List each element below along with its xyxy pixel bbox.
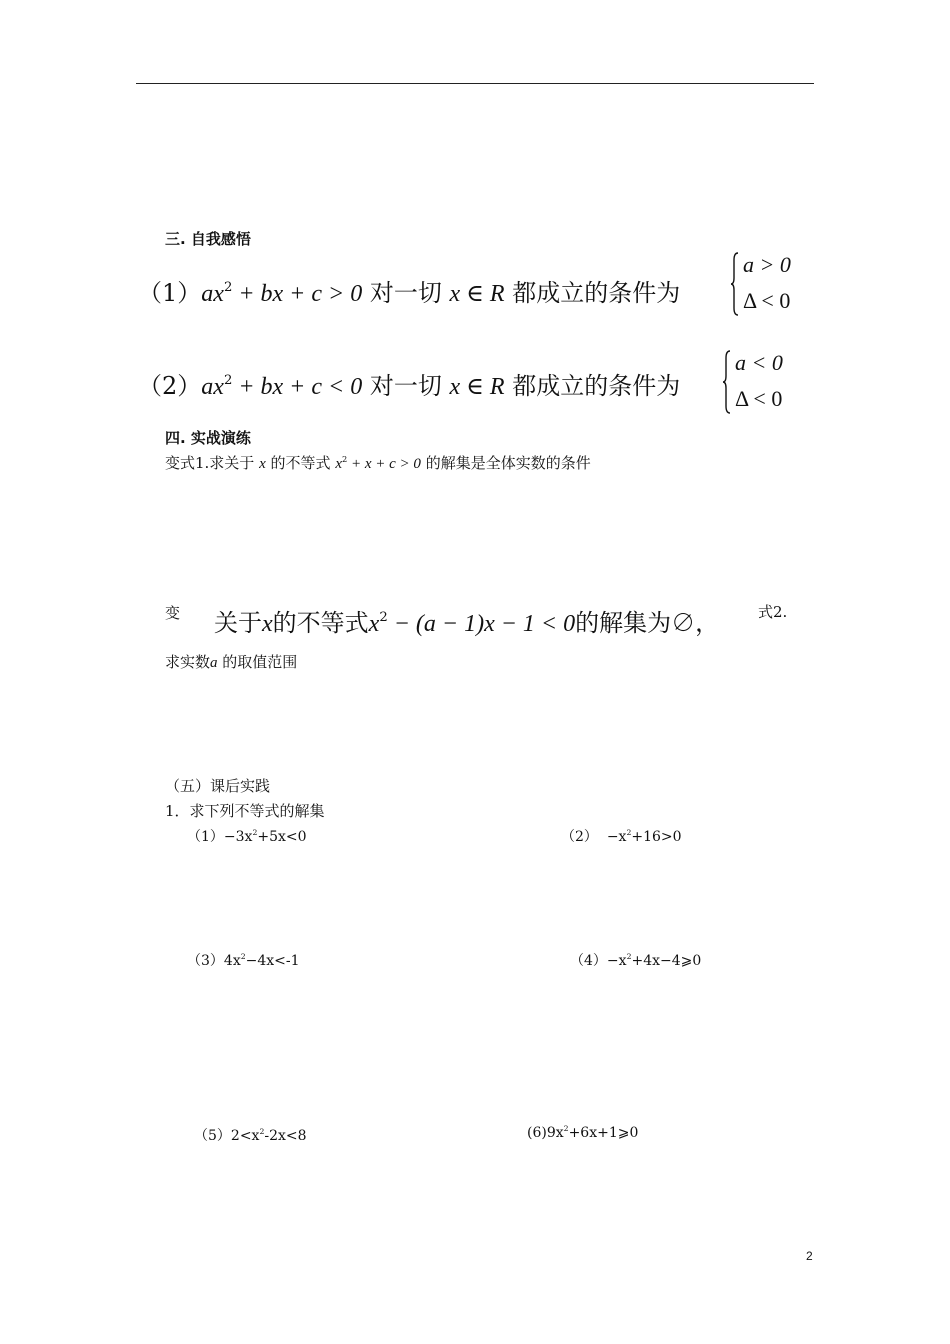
problem-3 [187,950,300,970]
problem-exponent: 2 [252,828,258,838]
variant2-expr: − (a − 1)x − 1 < 0 [387,611,576,637]
problem-4 [570,950,701,970]
item1-cond1: a > 0 [743,252,791,277]
variant2-main [214,603,719,638]
variant2-main-b: 的不等式 [272,609,369,637]
problem-label: (6) [527,1125,547,1141]
item2-tail: 都成立的条件为 [504,372,681,400]
variant1-mid: 的不等式 [265,454,336,472]
variant2-left-label: 变 [165,604,181,622]
problem-label: （4） [570,953,607,969]
problem-exponent: 2 [240,952,246,962]
item1-exponent: 2 [223,280,233,296]
variant2-exponent: 2 [379,610,388,626]
item1-expr-a: ax [201,281,224,307]
variant2-main-c: 的解集为∅， [575,609,720,637]
problem-expr-b: +4x−4⩾0 [631,953,702,969]
problem-expr-a: −x [606,953,627,969]
variant1-rest: + x + c > 0 [347,456,421,472]
variant1-exponent: 2 [341,453,348,464]
item2-exponent: 2 [223,373,233,389]
question-1: 1．求下列不等式的解集 [165,802,325,820]
section5-heading: （五）课后实践 [165,777,271,795]
variant2-line2-var: a [210,655,218,671]
problem-expr-a: 9x [546,1125,564,1141]
page-number: 2 [806,1249,813,1263]
variant1-text [165,452,591,473]
section3-item2 [138,366,680,401]
problem-exponent: 2 [563,1124,569,1134]
problem-5 [194,1125,307,1145]
item1-domain: x ∈ R [449,281,505,307]
item1-number: （1） [138,279,202,307]
variant2-line2-b: 的取值范围 [217,653,298,671]
item2-text: 对一切 [362,372,450,400]
problem-expr-a: 4x [223,953,241,969]
item1-tail: 都成立的条件为 [504,279,681,307]
section3-heading: 三. 自我感悟 [165,230,251,248]
problem-exponent: 2 [259,1127,265,1137]
variant2-line2-a: 求实数 [165,653,211,671]
variant1-x: x [335,456,342,472]
problem-label: （3） [187,953,224,969]
problem-expr-b: -2x<8 [264,1128,307,1144]
left-brace-icon [723,350,731,414]
item2-number: （2） [138,372,202,400]
variant1-prefix: 变式1.求关于 [165,454,260,472]
item2-domain: x ∈ R [449,374,505,400]
variant2-x: x [368,611,380,637]
problem-6 [527,1125,638,1141]
variant2-main-a: 关于 [214,609,262,637]
item2-cond2: Δ < 0 [735,386,783,411]
problem-2 [561,826,682,846]
variant2-right-label: 式2. [758,603,788,621]
variant2-line2 [165,651,297,672]
header-rule [136,83,814,84]
problem-expr-b: −4x<-1 [245,953,300,969]
problem-label: （5） [194,1128,231,1144]
problem-label: （1） [187,829,224,845]
problem-expr-b: +6x+1⩾0 [568,1125,639,1141]
section3-item1 [138,273,680,308]
problem-expr-a: −x [597,829,627,845]
problem-expr-b: +5x<0 [257,829,307,845]
variant1-var: x [259,456,266,472]
problem-1 [187,826,307,846]
section4-heading: 四. 实战演练 [165,429,251,447]
problem-expr-a: −3x [223,829,253,845]
left-brace-icon [731,252,739,316]
item2-expr-b: + bx + c < 0 [232,374,363,400]
item2-expr-a: ax [201,374,224,400]
item1-expr-b: + bx + c > 0 [232,281,363,307]
problem-expr-b: +16>0 [631,829,682,845]
item1-text: 对一切 [362,279,450,307]
variant1-tail: 的解集是全体实数的条件 [420,454,591,472]
item1-cond2: Δ < 0 [743,288,791,313]
problem-exponent: 2 [626,952,632,962]
variant2-var: x [262,611,273,637]
problem-exponent: 2 [626,828,632,838]
problem-expr-a: 2<x [230,1128,260,1144]
problem-label: （2） [561,829,598,845]
item2-cond1: a < 0 [735,350,783,375]
